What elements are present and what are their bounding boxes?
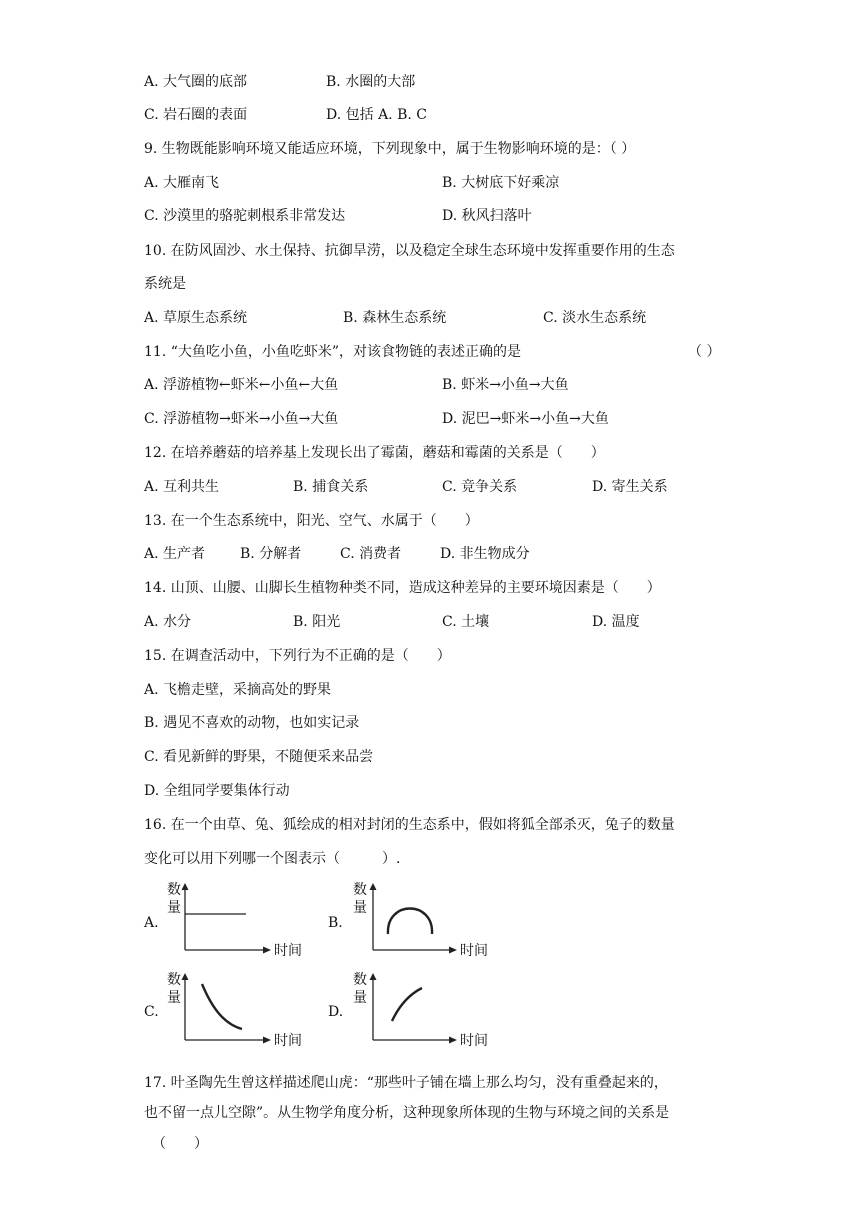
q14-option-d: D. 温度 [592, 614, 640, 630]
graph-b-curve-arch [388, 909, 432, 935]
graph-d-y-arrow [370, 973, 377, 980]
q15-stem: 15. 在调查活动中，下列行为不正确的是（ ） [144, 648, 451, 664]
q12-option-a: A. 互利共生 [144, 479, 220, 495]
graph-b-ylabel-2: 量 [353, 900, 367, 916]
q13-option-d: D. 非生物成分 [440, 546, 530, 562]
q16-graph-c-option: C. [144, 1004, 159, 1020]
q10-stem-line1: 10. 在防风固沙、水土保持、抗御旱涝，以及稳定全球生态环境中发挥重要作用的生态 [144, 243, 675, 259]
graph-d-xlabel: 时间 [460, 1033, 488, 1049]
graph-d-ylabel-1: 数 [353, 972, 367, 988]
graph-b-y-arrow [370, 883, 377, 890]
q14-stem: 14. 山顶、山腰、山脚长生植物种类不同，造成这种差异的主要环境因素是（ ） [144, 580, 661, 596]
q10-option-b: B. 森林生态系统 [343, 310, 447, 326]
q13-option-b: B. 分解者 [240, 546, 302, 562]
q9-option-b: B. 大树底下好乘凉 [442, 175, 560, 191]
q16-graph-d [352, 972, 492, 1052]
graph-a-xlabel: 时间 [274, 943, 302, 959]
q11-option-c: C. 浮游植物→虾米→小鱼→大鱼 [144, 411, 339, 427]
graph-d-ylabel-2: 量 [353, 990, 367, 1006]
q9-stem: 9. 生物既能影响环境又能适应环境，下列现象中，属于生物影响环境的是：（ ） [144, 141, 636, 157]
q16-graph-a-option: A. [144, 915, 159, 931]
q15-option-b: B. 遇见不喜欢的动物，也如实记录 [144, 715, 360, 731]
graph-c-x-arrow [263, 1037, 271, 1044]
graph-d-curve-increase [392, 988, 422, 1021]
q8-option-c: C. 岩石圈的表面 [144, 107, 248, 123]
q17-stem-line2: 也不留一点儿空隙”。从生物学角度分析，这种现象所体现的生物与环境之间的关系是 [144, 1105, 670, 1121]
q16-graph-b-option: B. [328, 915, 343, 931]
graph-b-xlabel: 时间 [460, 943, 488, 959]
q16-graph-c [166, 972, 306, 1052]
q9-option-d: D. 秋风扫落叶 [442, 208, 532, 224]
q8-option-d: D. 包括 A. B. C [326, 107, 427, 123]
q12-option-c: C. 竞争关系 [442, 479, 518, 495]
q11-answer-paren: （ ） [688, 344, 721, 360]
graph-b-x-arrow [449, 947, 457, 954]
q13-stem: 13. 在一个生态系统中，阳光、空气、水属于（ ） [144, 513, 479, 529]
graph-a-ylabel-1: 数 [167, 882, 181, 898]
graph-a-x-arrow [263, 947, 271, 954]
q16-graph-a [166, 882, 306, 962]
q14-option-c: C. 土壤 [442, 614, 490, 630]
q17-stem-line3: （ ） [152, 1136, 208, 1152]
q12-option-d: D. 寄生关系 [592, 479, 668, 495]
q14-option-a: A. 水分 [144, 614, 192, 630]
q10-option-c: C. 淡水生态系统 [543, 310, 647, 326]
graph-c-curve-decrease [202, 984, 242, 1029]
q12-option-b: B. 捕食关系 [293, 479, 369, 495]
q11-option-b: B. 虾米→小鱼→大鱼 [442, 377, 569, 393]
q15-option-a: A. 飞檐走壁，采摘高处的野果 [144, 682, 332, 698]
q12-stem: 12. 在培养蘑菇的培养基上发现长出了霉菌，蘑菇和霉菌的关系是（ ） [144, 445, 605, 461]
q11-option-a: A. 浮游植物←虾米←小鱼←大鱼 [144, 377, 339, 393]
q9-option-c: C. 沙漠里的骆驼刺根系非常发达 [144, 208, 346, 224]
q11-stem: 11. “大鱼吃小鱼，小鱼吃虾米”，对该食物链的表述正确的是 [144, 344, 522, 360]
q15-option-c: C. 看见新鲜的野果，不随便采来品尝 [144, 749, 374, 765]
q10-option-a: A. 草原生态系统 [144, 310, 248, 326]
q8-option-b: B. 水圈的大部 [326, 74, 416, 90]
q13-option-a: A. 生产者 [144, 546, 206, 562]
graph-a-y-arrow [182, 883, 189, 890]
q10-stem-line2: 系统是 [144, 276, 186, 292]
graph-c-ylabel-2: 量 [167, 990, 181, 1006]
q16-stem-line1: 16. 在一个由草、兔、狐绘成的相对封闭的生态系中，假如将狐全部杀灭，兔子的数量 [144, 817, 675, 833]
graph-c-xlabel: 时间 [274, 1033, 302, 1049]
graph-c-ylabel-1: 数 [167, 972, 181, 988]
q16-graph-d-option: D. [328, 1004, 344, 1020]
q13-option-c: C. 消费者 [340, 546, 402, 562]
q11-option-d: D. 泥巴→虾米→小鱼→大鱼 [442, 411, 609, 427]
q9-option-a: A. 大雁南飞 [144, 175, 220, 191]
q16-graph-b [352, 882, 492, 962]
graph-a-ylabel-2: 量 [167, 900, 181, 916]
q8-option-a: A. 大气圈的底部 [144, 74, 248, 90]
q16-stem-line2: 变化可以用下列哪一个图表示（ ）. [144, 851, 401, 867]
graph-d-x-arrow [449, 1037, 457, 1044]
q15-option-d: D. 全组同学要集体行动 [144, 783, 290, 799]
graph-c-y-arrow [182, 973, 189, 980]
graph-b-ylabel-1: 数 [353, 882, 367, 898]
q14-option-b: B. 阳光 [293, 614, 341, 630]
q17-stem-line1: 17. 叶圣陶先生曾这样描述爬山虎：“那些叶子铺在墙上那么均匀，没有重叠起来的， [144, 1075, 668, 1091]
